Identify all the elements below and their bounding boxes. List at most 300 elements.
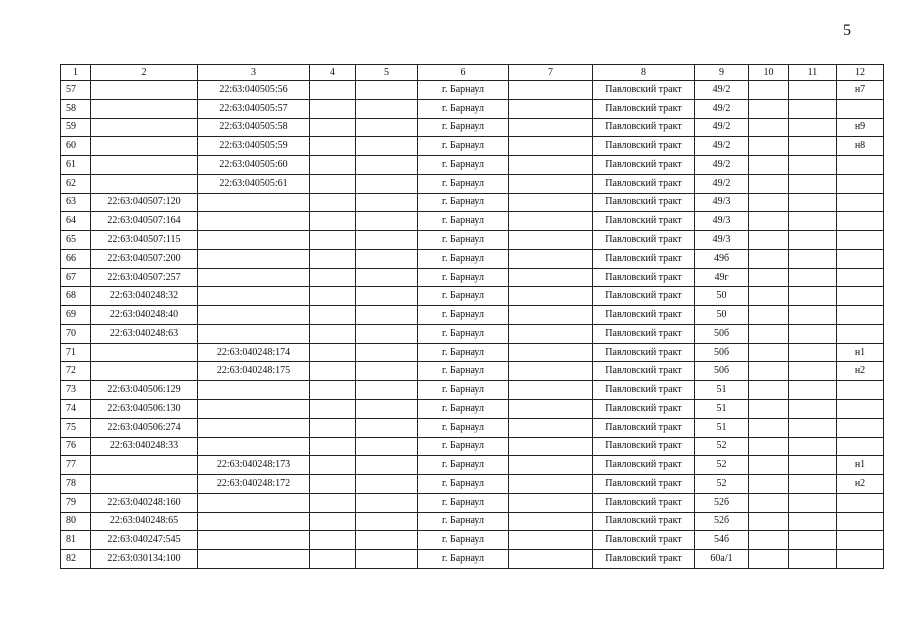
table-row xyxy=(61,456,884,475)
table-cell: 52 xyxy=(695,456,749,475)
table-cell xyxy=(356,418,418,437)
table-cell xyxy=(509,456,593,475)
table-row xyxy=(61,118,884,137)
table-cell xyxy=(749,231,789,250)
table-cell xyxy=(837,249,884,268)
table-cell xyxy=(310,475,356,494)
table-cell: н9 xyxy=(837,118,884,137)
table-cell xyxy=(789,99,837,118)
table-cell: 22:63:040505:56 xyxy=(198,81,310,100)
table-cell: Павловский тракт xyxy=(593,268,695,287)
table-cell: 63 xyxy=(61,193,91,212)
table-row xyxy=(61,418,884,437)
table-cell xyxy=(749,118,789,137)
table-cell: 22:63:040506:129 xyxy=(91,381,198,400)
table-cell: 65 xyxy=(61,231,91,250)
table-cell xyxy=(198,381,310,400)
table-cell: 59 xyxy=(61,118,91,137)
table-cell xyxy=(198,418,310,437)
table-cell xyxy=(310,287,356,306)
table-cell xyxy=(310,324,356,343)
table-row xyxy=(61,137,884,156)
table-cell xyxy=(310,137,356,156)
table-cell xyxy=(310,249,356,268)
table-cell: Павловский тракт xyxy=(593,362,695,381)
table-cell: 22:63:040506:130 xyxy=(91,400,198,419)
table-cell xyxy=(789,531,837,550)
table-cell xyxy=(789,249,837,268)
table-cell xyxy=(91,174,198,193)
table-cell: г. Барнаул xyxy=(418,81,509,100)
table-cell: 50б xyxy=(695,343,749,362)
table-cell: Павловский тракт xyxy=(593,193,695,212)
table-row xyxy=(61,512,884,531)
table-cell: 52 xyxy=(695,475,749,494)
table-cell: 57 xyxy=(61,81,91,100)
table-cell xyxy=(198,493,310,512)
table-cell xyxy=(356,493,418,512)
table-cell xyxy=(509,118,593,137)
table-cell: г. Барнаул xyxy=(418,550,509,569)
table-cell xyxy=(356,287,418,306)
table-cell: Павловский тракт xyxy=(593,381,695,400)
table-cell: 76 xyxy=(61,437,91,456)
table-cell: г. Барнаул xyxy=(418,156,509,175)
table-cell: 50 xyxy=(695,287,749,306)
table-cell xyxy=(509,174,593,193)
table-cell xyxy=(356,400,418,419)
table-cell: Павловский тракт xyxy=(593,475,695,494)
table-cell xyxy=(310,306,356,325)
table-cell: Павловский тракт xyxy=(593,156,695,175)
table-cell: г. Барнаул xyxy=(418,324,509,343)
table-cell xyxy=(789,156,837,175)
table-cell xyxy=(509,362,593,381)
table-cell: 22:63:040248:160 xyxy=(91,493,198,512)
table-cell: 22:63:040248:32 xyxy=(91,287,198,306)
table-cell xyxy=(198,268,310,287)
table-cell xyxy=(789,268,837,287)
table-cell xyxy=(310,437,356,456)
header-row xyxy=(61,65,884,81)
table-cell xyxy=(789,118,837,137)
table-row xyxy=(61,249,884,268)
table-cell xyxy=(198,287,310,306)
table-cell: Павловский тракт xyxy=(593,531,695,550)
table-cell xyxy=(310,99,356,118)
table-cell xyxy=(310,362,356,381)
column-header: 10 xyxy=(749,65,789,81)
table-cell xyxy=(198,400,310,419)
table-cell xyxy=(837,306,884,325)
table-cell xyxy=(509,249,593,268)
table-cell: 22:63:040248:175 xyxy=(198,362,310,381)
table-cell: 52б xyxy=(695,493,749,512)
table-row xyxy=(61,174,884,193)
table-cell xyxy=(509,550,593,569)
table-cell xyxy=(749,493,789,512)
table-cell xyxy=(789,137,837,156)
table-cell xyxy=(749,193,789,212)
table-cell xyxy=(310,418,356,437)
table-cell xyxy=(749,418,789,437)
column-header: 7 xyxy=(509,65,593,81)
table-cell xyxy=(837,400,884,419)
column-header: 11 xyxy=(789,65,837,81)
table-cell xyxy=(356,531,418,550)
table-cell xyxy=(356,212,418,231)
table-cell: Павловский тракт xyxy=(593,99,695,118)
table-cell: 50б xyxy=(695,324,749,343)
table-cell xyxy=(789,418,837,437)
table-cell: 70 xyxy=(61,324,91,343)
table-cell xyxy=(198,231,310,250)
table-cell xyxy=(837,512,884,531)
table-cell: г. Барнаул xyxy=(418,418,509,437)
table-cell: г. Барнаул xyxy=(418,231,509,250)
table-cell: г. Барнаул xyxy=(418,362,509,381)
table-cell: г. Барнаул xyxy=(418,268,509,287)
table-cell: н2 xyxy=(837,362,884,381)
table-row xyxy=(61,306,884,325)
table-cell: 78 xyxy=(61,475,91,494)
table-cell: 60 xyxy=(61,137,91,156)
table-cell xyxy=(789,456,837,475)
table-cell: н1 xyxy=(837,456,884,475)
table-cell: г. Барнаул xyxy=(418,249,509,268)
table-cell xyxy=(509,268,593,287)
table-row xyxy=(61,193,884,212)
table-cell xyxy=(509,193,593,212)
table-cell xyxy=(310,493,356,512)
column-header: 2 xyxy=(91,65,198,81)
table-cell xyxy=(356,475,418,494)
table-cell: 71 xyxy=(61,343,91,362)
table-cell xyxy=(749,156,789,175)
table-cell: 74 xyxy=(61,400,91,419)
table-cell xyxy=(837,531,884,550)
table-cell xyxy=(789,550,837,569)
table-cell: 68 xyxy=(61,287,91,306)
table-cell xyxy=(837,287,884,306)
table-cell xyxy=(356,324,418,343)
table-cell xyxy=(356,343,418,362)
table-cell xyxy=(310,381,356,400)
table-cell: 22:63:040248:33 xyxy=(91,437,198,456)
table-cell: 50б xyxy=(695,362,749,381)
table-cell xyxy=(509,306,593,325)
table-cell xyxy=(749,268,789,287)
table-cell xyxy=(91,343,198,362)
table-cell xyxy=(356,137,418,156)
table-row xyxy=(61,362,884,381)
table-cell xyxy=(310,550,356,569)
table-cell xyxy=(509,156,593,175)
column-header: 3 xyxy=(198,65,310,81)
table-cell: 51 xyxy=(695,381,749,400)
table-cell xyxy=(789,475,837,494)
table-cell xyxy=(789,400,837,419)
table-cell: 54б xyxy=(695,531,749,550)
table-cell: Павловский тракт xyxy=(593,493,695,512)
table-cell xyxy=(837,193,884,212)
table-cell xyxy=(789,324,837,343)
table-cell xyxy=(509,343,593,362)
table-cell: Павловский тракт xyxy=(593,212,695,231)
table-cell: г. Барнаул xyxy=(418,118,509,137)
table-cell: н2 xyxy=(837,475,884,494)
table-row xyxy=(61,324,884,343)
table-cell: г. Барнаул xyxy=(418,456,509,475)
table-cell: 22:63:040248:63 xyxy=(91,324,198,343)
table-cell xyxy=(91,475,198,494)
table-cell: г. Барнаул xyxy=(418,99,509,118)
table-cell xyxy=(91,99,198,118)
table-cell xyxy=(749,400,789,419)
table-cell: 81 xyxy=(61,531,91,550)
table-cell xyxy=(509,512,593,531)
table-cell xyxy=(310,193,356,212)
table-cell xyxy=(509,81,593,100)
table-cell: 50 xyxy=(695,306,749,325)
table-cell: Павловский тракт xyxy=(593,418,695,437)
table-cell xyxy=(837,231,884,250)
table-cell xyxy=(789,306,837,325)
table-cell: 22:63:040505:58 xyxy=(198,118,310,137)
table-row xyxy=(61,156,884,175)
table-cell xyxy=(356,456,418,475)
table-cell xyxy=(356,174,418,193)
table-cell: 22:63:040507:200 xyxy=(91,249,198,268)
table-cell xyxy=(310,174,356,193)
table-cell xyxy=(198,212,310,231)
table-cell: 66 xyxy=(61,249,91,268)
table-cell xyxy=(789,493,837,512)
table-cell: 72 xyxy=(61,362,91,381)
table-cell: 49/2 xyxy=(695,137,749,156)
table-cell xyxy=(356,512,418,531)
table-cell: г. Барнаул xyxy=(418,531,509,550)
table-cell xyxy=(310,512,356,531)
table-row xyxy=(61,287,884,306)
table-cell xyxy=(310,456,356,475)
table-cell: 51 xyxy=(695,418,749,437)
table-cell: 22:63:040248:172 xyxy=(198,475,310,494)
table-cell xyxy=(509,475,593,494)
table-cell xyxy=(356,118,418,137)
table-row xyxy=(61,400,884,419)
table-cell xyxy=(749,531,789,550)
table-cell xyxy=(509,381,593,400)
table-cell xyxy=(749,249,789,268)
table-cell xyxy=(749,475,789,494)
table-cell: г. Барнаул xyxy=(418,193,509,212)
table-cell: 80 xyxy=(61,512,91,531)
table-cell: 49/3 xyxy=(695,212,749,231)
table-cell: 52б xyxy=(695,512,749,531)
table-cell xyxy=(789,81,837,100)
table-cell: 22:63:040248:174 xyxy=(198,343,310,362)
table-cell: 49/3 xyxy=(695,193,749,212)
table-row xyxy=(61,212,884,231)
table-cell xyxy=(310,531,356,550)
table-cell xyxy=(749,362,789,381)
table-cell: 69 xyxy=(61,306,91,325)
table-cell xyxy=(356,249,418,268)
table-cell: 22:63:040507:115 xyxy=(91,231,198,250)
table-cell: Павловский тракт xyxy=(593,550,695,569)
table-cell xyxy=(749,324,789,343)
table-cell xyxy=(749,287,789,306)
table-cell xyxy=(837,212,884,231)
table-cell: Павловский тракт xyxy=(593,249,695,268)
table-cell: н8 xyxy=(837,137,884,156)
table-cell: 49/3 xyxy=(695,231,749,250)
table-row xyxy=(61,231,884,250)
table-cell: Павловский тракт xyxy=(593,343,695,362)
table-cell xyxy=(198,550,310,569)
table-cell xyxy=(91,118,198,137)
table-cell: 22:63:040248:173 xyxy=(198,456,310,475)
table-cell: 75 xyxy=(61,418,91,437)
table-cell: Павловский тракт xyxy=(593,437,695,456)
table-cell: 49/2 xyxy=(695,156,749,175)
table-cell: 52 xyxy=(695,437,749,456)
table-cell xyxy=(91,362,198,381)
table-cell: г. Барнаул xyxy=(418,306,509,325)
table-cell: 22:63:040506:274 xyxy=(91,418,198,437)
table-cell: г. Барнаул xyxy=(418,437,509,456)
table-cell: 60а/1 xyxy=(695,550,749,569)
table-row xyxy=(61,550,884,569)
table-cell: 64 xyxy=(61,212,91,231)
table-cell xyxy=(789,287,837,306)
table-cell: 49/2 xyxy=(695,99,749,118)
column-header: 12 xyxy=(837,65,884,81)
table-cell xyxy=(198,512,310,531)
table-row xyxy=(61,81,884,100)
table-row xyxy=(61,437,884,456)
table-cell xyxy=(509,212,593,231)
table-cell xyxy=(789,437,837,456)
table-cell xyxy=(749,174,789,193)
table-cell xyxy=(749,81,789,100)
table-cell xyxy=(356,99,418,118)
table-cell xyxy=(749,306,789,325)
table-cell xyxy=(749,343,789,362)
table-cell xyxy=(837,156,884,175)
table-cell: 79 xyxy=(61,493,91,512)
column-header: 4 xyxy=(310,65,356,81)
table-cell: г. Барнаул xyxy=(418,512,509,531)
table-cell xyxy=(837,99,884,118)
table-cell: 82 xyxy=(61,550,91,569)
table-cell: 58 xyxy=(61,99,91,118)
table-cell xyxy=(789,193,837,212)
table-cell xyxy=(749,550,789,569)
table-cell: 22:63:030134:100 xyxy=(91,550,198,569)
table-cell xyxy=(509,99,593,118)
table-cell: 49/2 xyxy=(695,118,749,137)
table-cell xyxy=(310,231,356,250)
table-cell: 22:63:040505:59 xyxy=(198,137,310,156)
table-cell xyxy=(198,193,310,212)
table-cell: г. Барнаул xyxy=(418,381,509,400)
table-cell: г. Барнаул xyxy=(418,493,509,512)
table-cell xyxy=(509,324,593,343)
table-cell xyxy=(749,512,789,531)
table-cell: 51 xyxy=(695,400,749,419)
table-cell: Павловский тракт xyxy=(593,231,695,250)
table-cell: 22:63:040507:257 xyxy=(91,268,198,287)
table-cell xyxy=(789,362,837,381)
table-cell xyxy=(509,400,593,419)
table-cell: Павловский тракт xyxy=(593,137,695,156)
table-cell: Павловский тракт xyxy=(593,287,695,306)
table-cell: 22:63:040505:60 xyxy=(198,156,310,175)
table-row xyxy=(61,475,884,494)
table-cell xyxy=(198,437,310,456)
table-cell xyxy=(356,81,418,100)
table-row xyxy=(61,531,884,550)
table-cell xyxy=(198,324,310,343)
table-cell xyxy=(356,362,418,381)
table-cell: г. Барнаул xyxy=(418,174,509,193)
page-number: 5 xyxy=(843,22,851,39)
table-cell xyxy=(837,493,884,512)
table-cell: 49/2 xyxy=(695,81,749,100)
table-cell: г. Барнаул xyxy=(418,137,509,156)
table-cell xyxy=(509,531,593,550)
table-row xyxy=(61,268,884,287)
table-cell xyxy=(310,118,356,137)
table-cell xyxy=(198,249,310,268)
table-cell: г. Барнаул xyxy=(418,343,509,362)
table-cell: 49г xyxy=(695,268,749,287)
table-cell: Павловский тракт xyxy=(593,512,695,531)
table-cell xyxy=(356,306,418,325)
table-cell: Павловский тракт xyxy=(593,174,695,193)
table-cell xyxy=(91,137,198,156)
column-header: 8 xyxy=(593,65,695,81)
table-cell xyxy=(356,550,418,569)
table-cell xyxy=(837,418,884,437)
table-cell xyxy=(356,381,418,400)
table-cell xyxy=(509,137,593,156)
table-cell xyxy=(198,531,310,550)
table-cell xyxy=(749,137,789,156)
table-cell: Павловский тракт xyxy=(593,324,695,343)
table-cell xyxy=(356,231,418,250)
table-cell xyxy=(837,437,884,456)
table-cell: 22:63:040248:40 xyxy=(91,306,198,325)
table-cell xyxy=(789,174,837,193)
table-row xyxy=(61,99,884,118)
table-row xyxy=(61,343,884,362)
table-cell: 73 xyxy=(61,381,91,400)
table-cell xyxy=(310,400,356,419)
table-cell: 49/2 xyxy=(695,174,749,193)
table-cell xyxy=(356,156,418,175)
table-cell xyxy=(789,212,837,231)
table-row xyxy=(61,493,884,512)
table-cell xyxy=(509,231,593,250)
table-cell xyxy=(310,343,356,362)
table-cell xyxy=(789,231,837,250)
column-header: 9 xyxy=(695,65,749,81)
table-cell: г. Барнаул xyxy=(418,212,509,231)
table-cell xyxy=(749,381,789,400)
